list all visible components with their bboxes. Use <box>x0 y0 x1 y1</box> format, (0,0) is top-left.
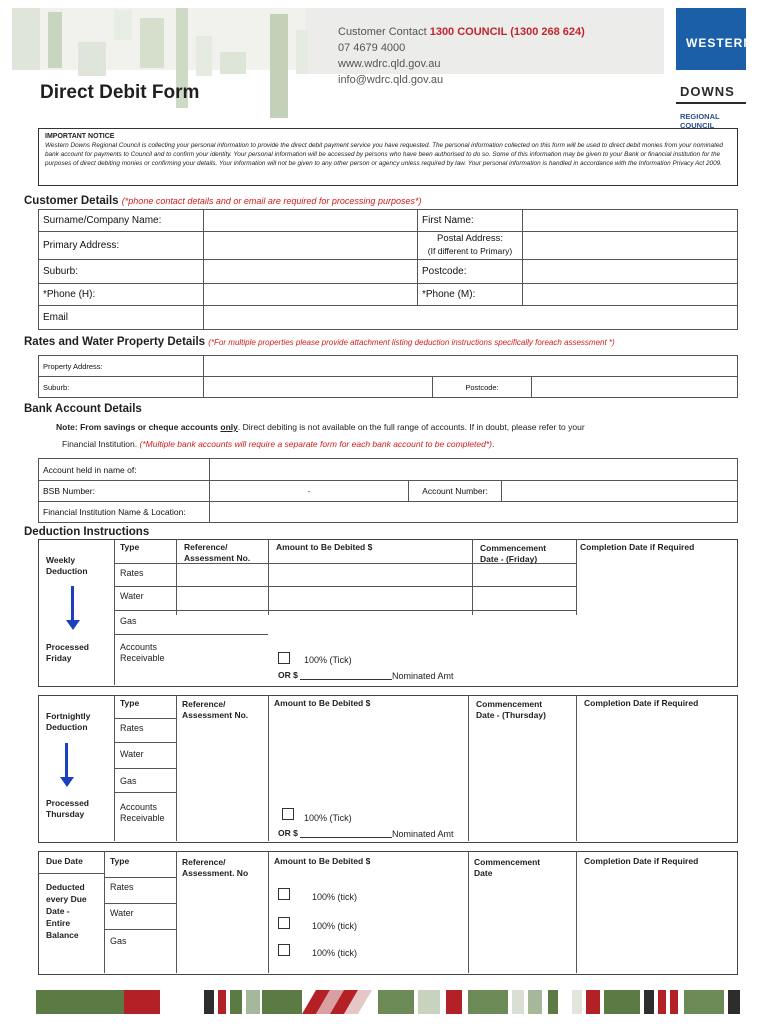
weekly-tick-checkbox[interactable] <box>278 652 290 664</box>
due-gas-checkbox[interactable] <box>278 944 290 956</box>
bank-note-only: only <box>220 422 238 432</box>
due-tick1: 100% (tick) <box>312 892 358 902</box>
weekly-accounts: Accounts Receivable <box>120 642 165 663</box>
property-address-field[interactable] <box>204 356 738 377</box>
contact-phone-council: 1300 COUNCIL (1300 268 624) <box>429 26 585 38</box>
contact-email[interactable]: info@wdrc.qld.gov.au <box>338 74 444 86</box>
due-commencement-header: Commencement Date <box>474 857 541 878</box>
weekly-arrow-shaft <box>71 586 74 620</box>
rates-heading-note: (*For multiple properties please provide attachment listing deduction instructions specifically foreach assessment *) <box>208 338 615 347</box>
email-field[interactable] <box>204 306 738 330</box>
weekly-reference-header: Reference/ Assessment No. <box>184 542 251 563</box>
due-date-block <box>38 851 738 975</box>
fortnightly-arrow-shaft <box>65 743 68 777</box>
due-water: Water <box>110 908 134 918</box>
fortnightly-nominated: Nominated Amt <box>392 829 454 839</box>
fortnightly-amount-header: Amount to Be Debited $ <box>274 698 371 708</box>
fortnightly-rates: Rates <box>120 723 144 733</box>
bank-details-heading: Bank Account Details <box>24 403 142 415</box>
due-deducted: Deducted every Due Date - Entire Balance <box>46 882 87 940</box>
rates-details-table <box>38 355 738 398</box>
contact-phone: 07 4679 4000 <box>338 42 406 54</box>
bank-note-bold: Note: From savings or cheque accounts <box>56 422 221 432</box>
fortnightly-tick-checkbox[interactable] <box>282 808 294 820</box>
weekly-processed: Processed Friday <box>46 642 89 663</box>
bsb-label: BSB Number: <box>39 481 210 502</box>
due-amount-header: Amount to Be Debited $ <box>274 856 371 866</box>
institution-field[interactable] <box>210 502 738 523</box>
postal-address-field[interactable] <box>523 232 738 260</box>
institution-label: Financial Institution Name & Location: <box>39 502 210 523</box>
page-title: Direct Debit Form <box>40 82 200 103</box>
contact-line1-prefix: Customer Contact <box>338 26 430 38</box>
fortnightly-water: Water <box>120 749 144 759</box>
customer-details-table <box>38 209 738 330</box>
due-tick3: 100% (tick) <box>312 948 358 958</box>
property-suburb-label: Suburb: <box>39 377 204 398</box>
account-number-field[interactable] <box>502 481 738 502</box>
phone-h-field[interactable] <box>204 284 418 306</box>
important-notice <box>38 128 738 186</box>
council-logo <box>676 8 753 130</box>
due-date-label: Due Date <box>46 856 83 866</box>
weekly-completion-header: Completion Date if Required <box>580 542 695 552</box>
down-arrow-icon <box>60 777 74 787</box>
customer-heading-note: (*phone contact details and or email are required for processing purposes*) <box>121 196 422 206</box>
fortnightly-nominated-field[interactable] <box>300 837 392 838</box>
notice-heading: IMPORTANT NOTICE <box>45 133 115 140</box>
fortnightly-processed: Processed Thursday <box>46 798 89 819</box>
weekly-nominated: Nominated Amt <box>392 671 454 681</box>
phone-m-field[interactable] <box>523 284 738 306</box>
bank-note-red: (*Multiple bank accounts will require a separate form for each bank account to be completed*) <box>139 439 492 449</box>
account-number-label: Account Number: <box>409 481 502 502</box>
weekly-type-header: Type <box>120 542 140 552</box>
due-gas: Gas <box>110 936 127 946</box>
fortnightly-completion-header: Completion Date if Required <box>584 698 699 708</box>
down-arrow-icon <box>66 620 80 630</box>
fortnightly-type-header: Type <box>120 698 140 708</box>
due-tick2: 100% (tick) <box>312 921 358 931</box>
fortnightly-label: Fortnightly Deduction <box>46 711 91 732</box>
fortnightly-gas: Gas <box>120 776 137 786</box>
bank-note-line2 <box>62 439 742 449</box>
rates-heading-text: Rates and Water Property Details <box>24 336 206 348</box>
bank-note-rest: . Direct debiting is not available on the full range of accounts. If in doubt, please refer to your <box>237 422 585 432</box>
logo-regional-council: REGIONAL COUNCIL <box>680 112 720 130</box>
logo-western: WESTERN <box>686 36 753 50</box>
first-name-label: First Name: <box>418 210 523 232</box>
fortnightly-or: OR $ <box>278 828 298 838</box>
weekly-nominated-field[interactable] <box>300 679 392 680</box>
suburb-label: Suburb: <box>39 260 204 284</box>
postal-address-text: Postal Address: <box>436 233 503 244</box>
weekly-commencement-header: Commencement Date - (Friday) <box>480 543 547 564</box>
bank-note-institution: Financial Institution. <box>62 439 138 449</box>
bank-details-table <box>38 458 738 523</box>
footer-decoration <box>0 988 770 1018</box>
logo-downs: DOWNS <box>680 84 735 99</box>
due-completion-header: Completion Date if Required <box>584 856 699 866</box>
deduction-heading: Deduction Instructions <box>24 526 150 538</box>
contact-website[interactable]: www.wdrc.qld.gov.au <box>338 58 441 70</box>
weekly-water: Water <box>120 591 144 601</box>
bsb-field[interactable] <box>210 481 409 502</box>
primary-address-label: Primary Address: <box>39 232 204 260</box>
weekly-tick-label: 100% (Tick) <box>304 655 352 665</box>
surname-label: Surname/Company Name: <box>39 210 204 232</box>
email-label: Email <box>39 306 204 330</box>
fortnightly-accounts: Accounts Receivable <box>120 802 165 823</box>
property-address-label: Property Address: <box>39 356 204 377</box>
fortnightly-commencement-header: Commencement Date - (Thursday) <box>476 699 546 720</box>
phone-m-label: *Phone (M): <box>418 284 523 306</box>
due-reference-header: Reference/ Assessment. No <box>182 857 249 878</box>
phone-h-label: *Phone (H): <box>39 284 204 306</box>
customer-heading-text: Customer Details <box>24 195 119 207</box>
due-rates-checkbox[interactable] <box>278 888 290 900</box>
postal-address-label <box>418 232 523 260</box>
surname-field[interactable] <box>204 210 418 232</box>
weekly-rates: Rates <box>120 568 144 578</box>
weekly-label: Weekly Deduction <box>46 555 88 576</box>
postcode-field[interactable] <box>523 260 738 284</box>
weekly-amount-header: Amount to Be Debited $ <box>276 542 373 552</box>
suburb-field[interactable] <box>204 260 418 284</box>
due-rates: Rates <box>110 882 134 892</box>
property-suburb-field[interactable] <box>204 377 433 398</box>
property-postcode-label: Postcode: <box>433 377 532 398</box>
rates-details-heading <box>24 336 615 348</box>
fortnightly-reference-header: Reference/ Assessment No. <box>182 699 249 720</box>
weekly-deduction-block <box>38 539 738 687</box>
postal-address-note: (If different to Primary) <box>427 246 513 256</box>
contact-info <box>338 24 585 88</box>
account-held-field[interactable] <box>210 459 738 481</box>
notice-body: Western Downs Regional Council is collecting your personal information to provide the direct debit payment service you have requested. The personal information collected on this form will be used to direct debit monies from your nominated bank account for payments to Council and to confirm your identity. Your personal information will be accessed by persons who have been authorised to do so. Some of this information may be given to your Bank or financial institution for the purposes of direct debiting monies or confirming your details. Your information will not be given to any other person or agency unless required by law. Your personal information is handled in accordance with the Information Privacy Act 2009. <box>45 142 723 167</box>
bank-note-end: . <box>491 439 495 449</box>
property-postcode-field[interactable] <box>532 377 738 398</box>
weekly-or: OR $ <box>278 670 298 680</box>
customer-details-heading <box>24 195 421 207</box>
fortnightly-tick-label: 100% (Tick) <box>304 813 352 823</box>
bank-note-line1 <box>56 422 736 432</box>
due-water-checkbox[interactable] <box>278 917 290 929</box>
due-type-header: Type <box>110 856 130 866</box>
first-name-field[interactable] <box>523 210 738 232</box>
postcode-label: Postcode: <box>418 260 523 284</box>
bsb-dash: - <box>307 486 311 496</box>
weekly-gas: Gas <box>120 616 137 626</box>
account-held-label: Account held in name of: <box>39 459 210 481</box>
primary-address-field[interactable] <box>204 232 418 260</box>
